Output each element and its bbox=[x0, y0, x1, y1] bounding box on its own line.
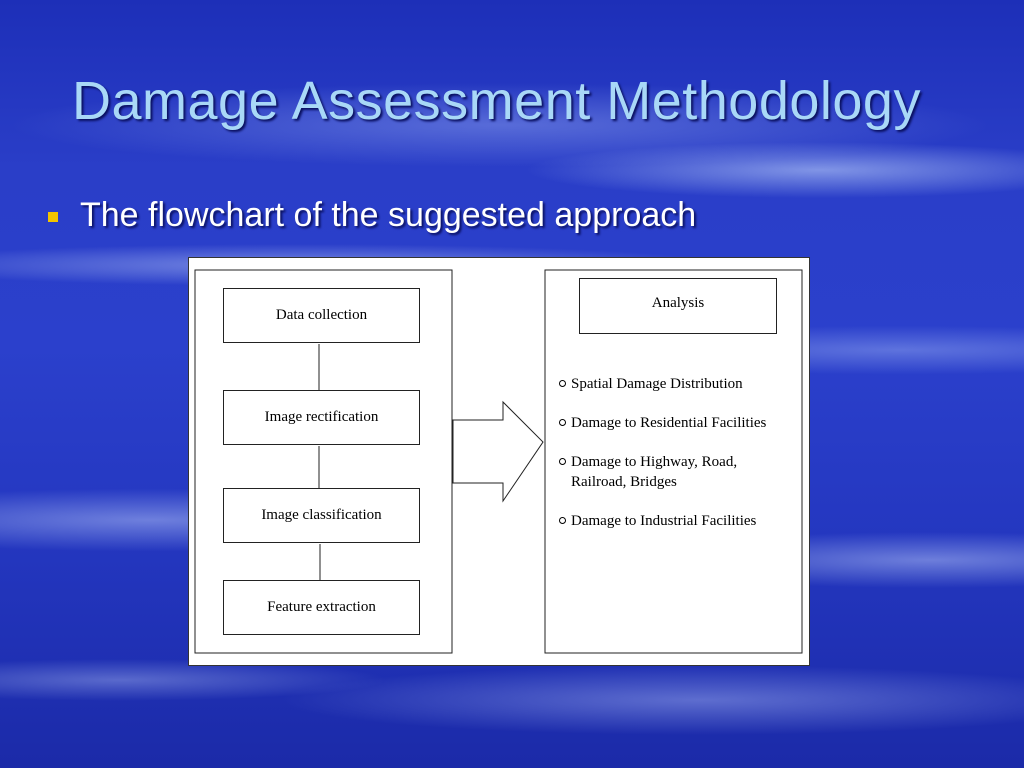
analysis-list bbox=[557, 374, 807, 550]
analysis-item: Spatial Damage Distribution bbox=[557, 374, 807, 394]
analysis-title-box: Analysis bbox=[579, 278, 777, 334]
slide-title: Damage Assessment Methodology bbox=[72, 71, 921, 131]
step-image-rectification: Image rectification bbox=[223, 390, 420, 445]
analysis-item: Damage to Highway, Road, Railroad, Bridges bbox=[557, 452, 781, 492]
block-arrow-icon bbox=[453, 402, 543, 501]
step-feature-extraction: Feature extraction bbox=[223, 580, 420, 635]
square-bullet-icon bbox=[48, 212, 58, 222]
analysis-item: Damage to Industrial Facilities bbox=[557, 511, 807, 531]
step-data-collection: Data collection bbox=[223, 288, 420, 343]
flowchart-figure bbox=[188, 257, 810, 666]
step-image-classification: Image classification bbox=[223, 488, 420, 543]
analysis-item: Damage to Residential Facilities bbox=[557, 413, 807, 433]
bullet-text: The flowchart of the suggested approach bbox=[80, 196, 697, 234]
bullet-item bbox=[48, 196, 696, 235]
